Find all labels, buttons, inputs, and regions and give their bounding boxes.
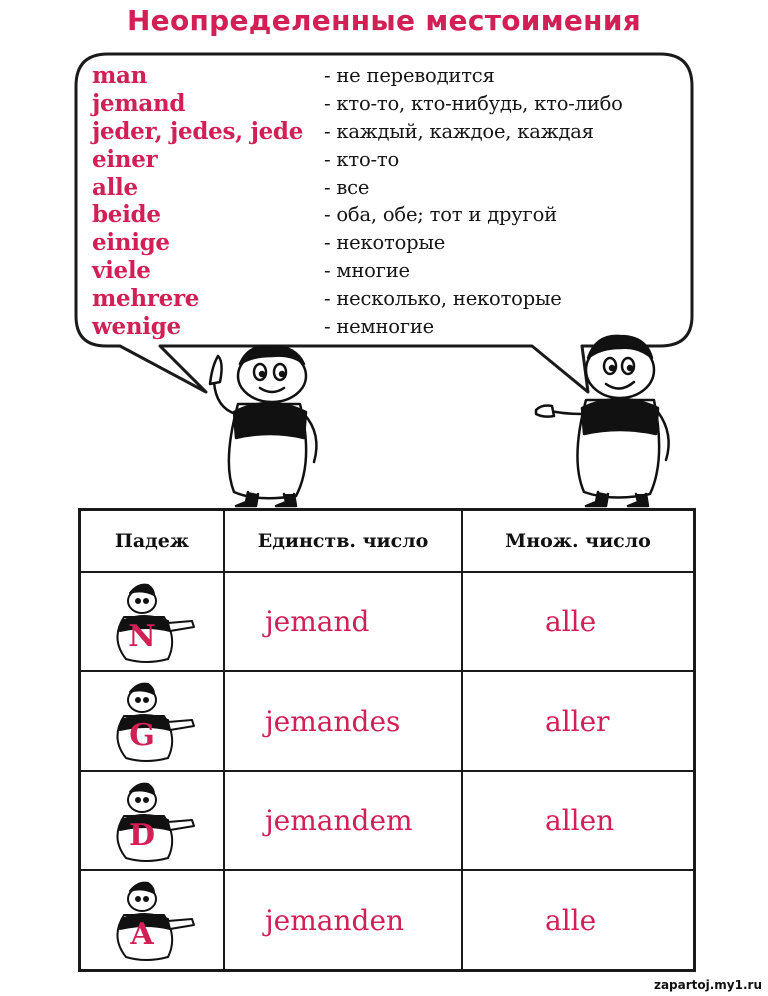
plural-form: aller	[545, 704, 610, 738]
german-word: mehrere	[92, 284, 200, 312]
german-word: einer	[92, 145, 158, 173]
translation: - кто-то	[324, 147, 400, 171]
german-word: viele	[92, 256, 151, 284]
case-letter: A	[130, 917, 154, 953]
case-cell	[80, 870, 225, 970]
plural-cell	[462, 771, 695, 870]
singular-form: jemandes	[265, 704, 401, 738]
vocabulary-list	[92, 62, 692, 340]
singular-cell	[224, 771, 462, 870]
case-figure	[102, 778, 202, 864]
header-singular: Единств. число	[224, 510, 462, 573]
german-word: einige	[92, 229, 170, 257]
singular-form: jemanden	[265, 903, 405, 937]
vocab-row	[92, 173, 692, 201]
header-plural: Множ. число	[462, 510, 695, 573]
case-letter: G	[129, 718, 155, 754]
case-figure	[102, 877, 202, 963]
case-letter: D	[128, 817, 155, 853]
vocab-row	[92, 201, 692, 229]
vocab-row	[92, 118, 692, 146]
vocab-row	[92, 229, 692, 257]
vocab-row	[92, 90, 692, 118]
page-title: Неопределенные местоимения	[126, 4, 642, 37]
header-case: Падеж	[80, 510, 225, 573]
german-word: alle	[92, 173, 138, 201]
plural-form: alle	[545, 605, 597, 639]
plural-cell	[462, 671, 695, 770]
case-letter: N	[128, 618, 156, 654]
translation: - немногие	[324, 314, 434, 338]
singular-cell	[224, 671, 462, 770]
translation: - несколько, некоторые	[324, 286, 562, 310]
german-word: beide	[92, 201, 161, 229]
vocab-row	[92, 62, 692, 90]
vocab-row	[92, 145, 692, 173]
german-word: man	[92, 62, 148, 90]
source-watermark: zapartoj.my1.ru	[653, 978, 762, 992]
singular-form: jemandem	[265, 804, 413, 838]
declension-table	[78, 508, 696, 972]
translation: - не переводится	[324, 64, 495, 88]
translation: - кто-то, кто-нибудь, кто-либо	[324, 92, 623, 116]
plural-form: alle	[545, 903, 597, 937]
table-row	[80, 671, 695, 770]
german-word: jeder, jedes, jede	[92, 117, 304, 145]
translation: - оба, обе; тот и другой	[324, 203, 557, 227]
case-figure	[102, 678, 202, 764]
table-row	[80, 771, 695, 870]
cartoon-figure-right	[532, 330, 682, 510]
table-row	[80, 870, 695, 970]
plural-form: allen	[545, 804, 615, 838]
translation: - некоторые	[324, 231, 446, 255]
case-figure	[102, 579, 202, 665]
german-word: wenige	[92, 312, 181, 340]
table-row	[80, 572, 695, 671]
case-cell	[80, 572, 225, 671]
german-word: jemand	[92, 90, 186, 118]
vocab-row	[92, 257, 692, 285]
table-header-row	[80, 510, 695, 573]
vocab-row	[92, 284, 692, 312]
singular-cell	[224, 572, 462, 671]
plural-cell	[462, 870, 695, 970]
translation: - многие	[324, 258, 410, 282]
cartoon-figure-left	[196, 342, 346, 510]
singular-cell	[224, 870, 462, 970]
singular-form: jemand	[265, 605, 370, 639]
translation: - все	[324, 175, 370, 199]
translation: - каждый, каждое, каждая	[324, 119, 594, 143]
case-cell	[80, 771, 225, 870]
plural-cell	[462, 572, 695, 671]
case-cell	[80, 671, 225, 770]
